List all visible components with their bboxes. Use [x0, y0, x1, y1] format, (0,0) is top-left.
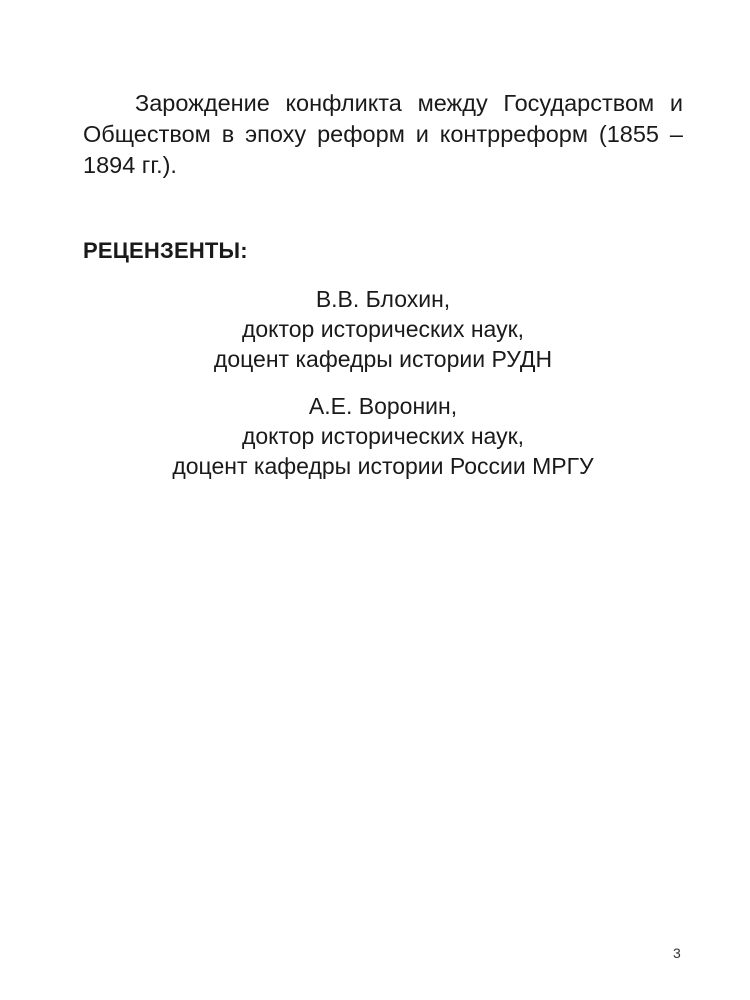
reviewer-name: В.В. Блохин,: [315, 286, 451, 312]
reviewer-name: А.Е. Воронин,: [308, 393, 458, 419]
page-number: 3: [673, 945, 681, 961]
reviewers-heading: РЕЦЕНЗЕНТЫ:: [83, 238, 248, 263]
reviewer-position: доцент кафедры истории РУДН: [213, 346, 553, 372]
reviewer-block: [83, 284, 683, 374]
reviewer-degree: доктор исторических наук,: [241, 423, 525, 449]
reviewer-block: [83, 391, 683, 481]
reviewer-degree: доктор исторических наук,: [241, 316, 525, 342]
intro-paragraph: Зарождение конфликта между Государством и Обществом в эпоху реформ и контрреформ (1855 – 1894 гг.).: [83, 90, 683, 178]
reviewer-position: доцент кафедры истории России МРГУ: [172, 453, 594, 479]
